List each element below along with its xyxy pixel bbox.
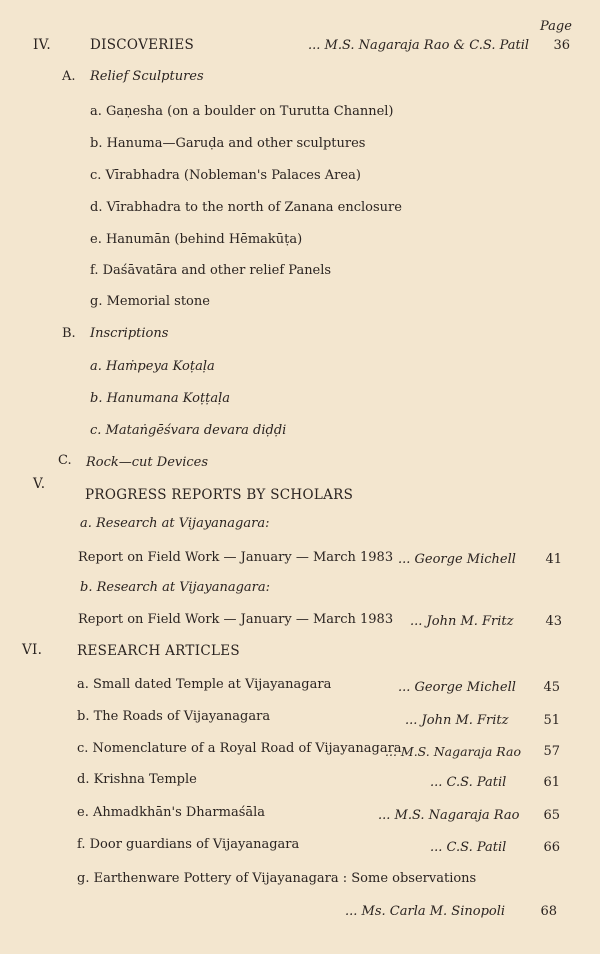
article-title: b. The Roads of Vijayanagara: [77, 709, 271, 724]
section-vi-title: RESEARCH ARTICLES: [77, 643, 240, 659]
list-item: c. Vīrabhadra (Nobleman's Palaces Area): [90, 168, 361, 183]
article-page: 51: [543, 713, 560, 728]
list-item: e. Hanumān (behind Hēmakūṭa): [90, 232, 303, 247]
list-item: a. Haṁpeya Koṭaḷa: [90, 359, 215, 374]
section-iv-title: DISCOVERIES: [90, 37, 195, 53]
list-item: a. Research at Vijayanagara:: [80, 516, 270, 531]
subsection-c-title: Rock—cut Devices: [86, 455, 209, 470]
article-title: f. Door guardians of Vijayanagara: [77, 837, 300, 852]
list-item: g. Memorial stone: [90, 294, 210, 309]
section-iv-author: ... M.S. Nagaraja Rao & C.S. Patil: [308, 38, 530, 53]
section-vi-number: VI.: [22, 642, 43, 658]
report-page: 41: [545, 552, 562, 567]
subsection-b-label: B.: [62, 326, 76, 341]
article-page: 57: [543, 744, 560, 759]
report-title: Report on Field Work — January — March 1983: [78, 550, 394, 565]
list-item: b. Hanumana Koṭṭaḷa: [90, 391, 231, 406]
article-title: e. Ahmadkhān's Dharmaśāla: [77, 805, 266, 820]
article-author: ... M.S. Nagaraja Rao: [385, 744, 521, 759]
section-iv-number: IV.: [33, 37, 51, 53]
list-item: c. Mataṅgēśvara devara diḍḍi: [90, 423, 287, 438]
subsection-c-label: C.: [58, 453, 72, 468]
article-author: ... John M. Fritz: [405, 713, 509, 728]
list-item: b. Hanuma—Garuḍa and other sculptures: [90, 136, 366, 151]
page-column-heading: Page: [540, 19, 572, 34]
report-page: 43: [545, 614, 562, 629]
article-author: ... C.S. Patil: [430, 775, 507, 790]
section-iv-page: 36: [553, 38, 570, 53]
list-item: b. Research at Vijayanagara:: [80, 580, 271, 595]
section-v-number: V.: [33, 476, 46, 492]
article-title: d. Krishna Temple: [77, 772, 197, 787]
report-author: ... John M. Fritz: [410, 614, 514, 629]
report-title: Report on Field Work — January — March 1983: [78, 612, 394, 627]
article-author: ... George Michell: [398, 680, 516, 695]
list-item: a. Gaṇesha (on a boulder on Turutta Channel): [90, 104, 394, 119]
article-author: ... Ms. Carla M. Sinopoli: [345, 904, 506, 919]
article-author: ... M.S. Nagaraja Rao: [378, 808, 520, 823]
subsection-b-title: Inscriptions: [90, 326, 169, 341]
list-item: f. Daśāvatāra and other relief Panels: [90, 263, 332, 278]
article-page: 68: [540, 904, 557, 919]
article-page: 45: [543, 680, 560, 695]
article-title: g. Earthenware Pottery of Vijayanagara : Some observations: [77, 871, 477, 886]
list-item: d. Vīrabhadra to the north of Zanana enclosure: [90, 200, 402, 215]
article-page: 61: [543, 775, 560, 790]
article-title: c. Nomenclature of a Royal Road of Vijayanagara: [77, 741, 402, 756]
article-page: 65: [543, 808, 560, 823]
section-v-title: PROGRESS REPORTS BY SCHOLARS: [85, 487, 354, 503]
subsection-a-title: Relief Sculptures: [90, 69, 204, 84]
article-author: ... C.S. Patil: [430, 840, 507, 855]
article-page: 66: [543, 840, 560, 855]
report-author: ... George Michell: [398, 552, 516, 567]
subsection-a-label: A.: [62, 69, 76, 84]
article-title: a. Small dated Temple at Vijayanagara: [77, 677, 332, 692]
